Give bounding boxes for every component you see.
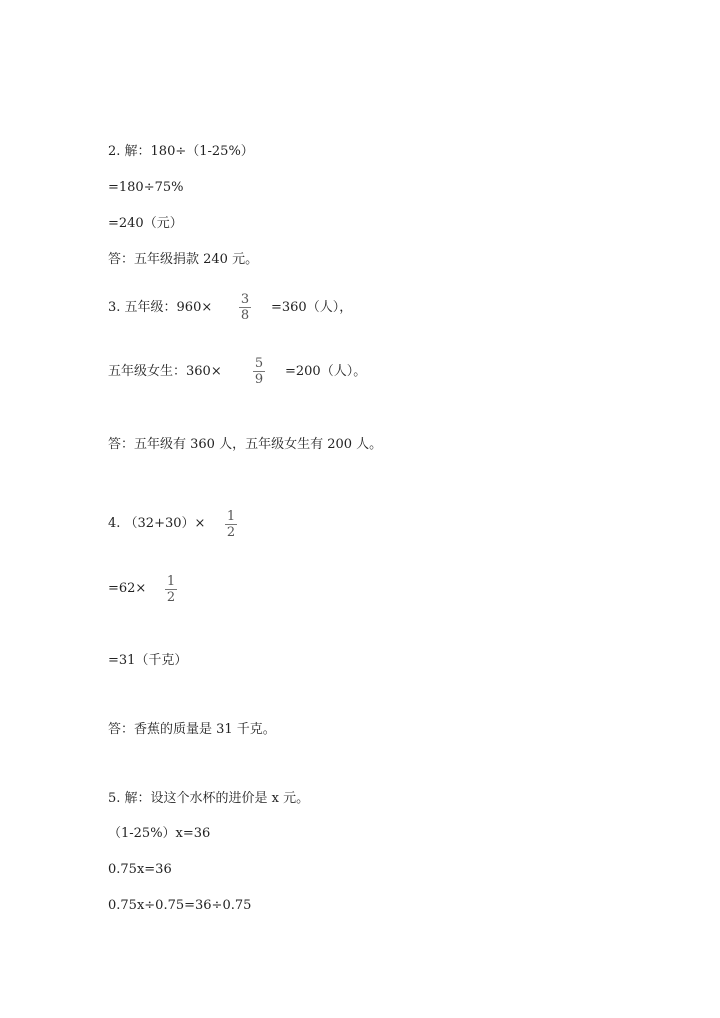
problem4-line2-text: =62×	[108, 581, 147, 596]
problem4-fraction-2	[164, 574, 178, 605]
fraction-numerator: 1	[226, 509, 236, 524]
fraction-numerator: 3	[240, 292, 250, 307]
problem3-fraction-1	[238, 292, 252, 323]
problem3-line1-result: =360（人），	[271, 300, 353, 315]
problem4-fraction-1	[224, 509, 238, 540]
problem2-answer: 答：五年级捐款 240 元。	[108, 252, 259, 267]
problem3-fraction-2	[252, 356, 266, 387]
fraction-numerator: 1	[166, 574, 176, 589]
fraction-denominator: 9	[254, 372, 264, 387]
fraction-numerator: 5	[254, 356, 264, 371]
problem4-answer: 答：香蕉的质量是 31 千克。	[108, 722, 276, 737]
problem3-line1-text: 3. 五年级：960×	[108, 300, 213, 315]
fraction-denominator: 2	[226, 525, 236, 540]
problem2-line3: =240（元）	[108, 216, 183, 231]
problem5-line3: 0.75x=36	[108, 862, 172, 877]
problem3-line2-result: =200（人）。	[285, 364, 367, 379]
problem5-line4: 0.75x÷0.75=36÷0.75	[108, 898, 252, 913]
problem4-line3: =31（千克）	[108, 653, 188, 668]
fraction-denominator: 2	[166, 590, 176, 605]
problem5-line1: 5. 解：设这个水杯的进价是 x 元。	[108, 791, 310, 806]
problem2-line1: 2. 解：180÷（1-25%）	[108, 144, 254, 159]
problem5-line2: （1-25%）x=36	[108, 826, 211, 841]
problem2-line2: =180÷75%	[108, 180, 184, 195]
fraction-denominator: 8	[240, 308, 250, 323]
problem3-answer: 答：五年级有 360 人，五年级女生有 200 人。	[108, 437, 383, 452]
problem4-line1-text: 4. （32+30）×	[108, 516, 206, 531]
problem3-line2-text: 五年级女生：360×	[108, 364, 222, 379]
